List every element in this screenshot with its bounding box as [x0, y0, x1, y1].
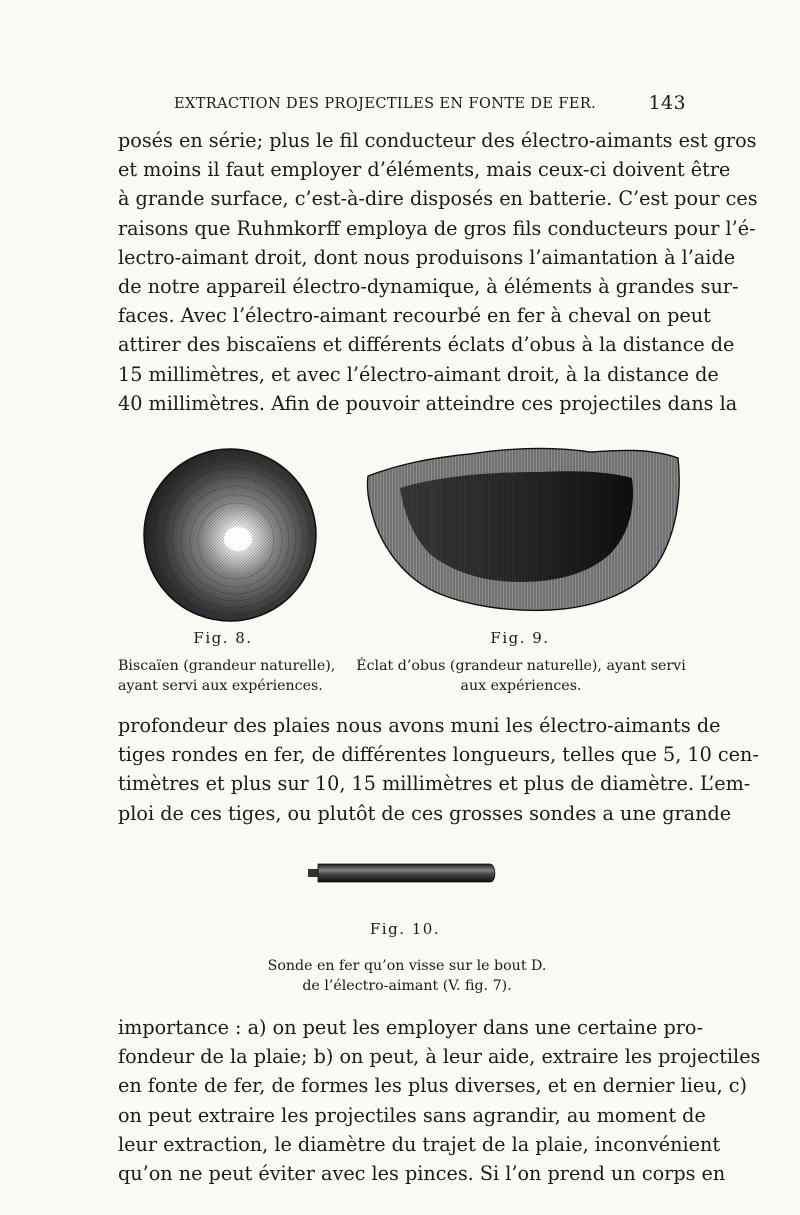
cannonball-engraving-icon — [130, 447, 330, 623]
text-line: leur extraction, le diamètre du trajet de la plaie, inconvénient — [118, 1132, 721, 1156]
paragraph-1 — [118, 126, 758, 418]
text-line: 15 millimètres, et avec l’électro-aimant droit, à la distance de — [118, 362, 719, 386]
figure-10-caption — [262, 956, 552, 996]
paragraph-2 — [118, 711, 759, 828]
text-line: 40 millimètres. Afin de pouvoir atteindre ces projectiles dans la — [118, 391, 738, 415]
caption-line: Éclat d’obus (grandeur naturelle), ayant servi — [356, 658, 686, 674]
text-line: raisons que Ruhmkorff employa de gros fils conducteurs pour l’é- — [118, 216, 756, 240]
figure-10-label: Fig. 10. — [369, 920, 441, 938]
text-line: lectro-aimant droit, dont nous produisons l’aimantation à l’aide — [118, 245, 736, 269]
figure-9-caption — [356, 656, 686, 696]
caption-line: de l’électro-aimant (V. fig. 7). — [302, 978, 512, 994]
caption-line: ayant servi aux expériences. — [118, 678, 323, 694]
text-line: tiges rondes en fer, de différentes longueurs, telles que 5, 10 cen- — [118, 743, 759, 767]
caption-line: aux expériences. — [460, 678, 582, 694]
caption-line: Sonde en fer qu’on visse sur le bout D. — [267, 958, 547, 974]
caption-line: Biscaïen (grandeur naturelle), — [118, 658, 336, 674]
text-line: en fonte de fer, de formes les plus diverses, et en dernier lieu, c) — [118, 1074, 748, 1098]
figure-9-label: Fig. 9. — [490, 629, 550, 647]
text-line: profondeur des plaies nous avons muni les électro-aimants de — [118, 714, 721, 737]
text-line: de notre appareil électro-dynamique, à éléments à grandes sur- — [118, 275, 739, 299]
text-line: importance : a) on peut les employer dans une certaine pro- — [118, 1016, 703, 1039]
text-line: ploi de ces tiges, ou plutôt de ces grosses sondes a une grande — [118, 801, 732, 825]
text-line: fondeur de la plaie; b) on peut, à leur aide, extraire les projectiles — [118, 1045, 761, 1069]
figure-8-label: Fig. 8. — [193, 629, 253, 647]
text-line: et moins il faut employer d’éléments, mais ceux-ci doivent être — [118, 158, 731, 182]
text-line: attirer des biscaïens et différents éclats d’obus à la distance de — [118, 333, 735, 357]
running-title: EXTRACTION DES PROJECTILES EN FONTE DE FER. — [174, 96, 597, 112]
text-line: posés en série; plus le fil conducteur des électro-aimants est gros — [118, 129, 757, 152]
text-line: qu’on ne peut éviter avec les pinces. Si l’on prend un corps en — [118, 1162, 726, 1186]
page-header — [118, 94, 686, 118]
text-line: on peut extraire les projectiles sans agrandir, au moment de — [118, 1103, 706, 1127]
text-line: faces. Avec l’électro-aimant recourbé en fer à cheval on peut — [118, 304, 711, 328]
shell-fragment-engraving-icon — [360, 436, 684, 614]
iron-probe-engraving-icon — [306, 861, 498, 885]
text-line: timètres et plus sur 10, 15 millimètres et plus de diamètre. L’em- — [118, 772, 751, 796]
figure-8-caption — [118, 656, 353, 696]
paragraph-3 — [118, 1013, 761, 1188]
text-line: à grande surface, c’est-à-dire disposés en batterie. C’est pour ces — [118, 187, 758, 211]
page-number: 143 — [648, 92, 686, 114]
